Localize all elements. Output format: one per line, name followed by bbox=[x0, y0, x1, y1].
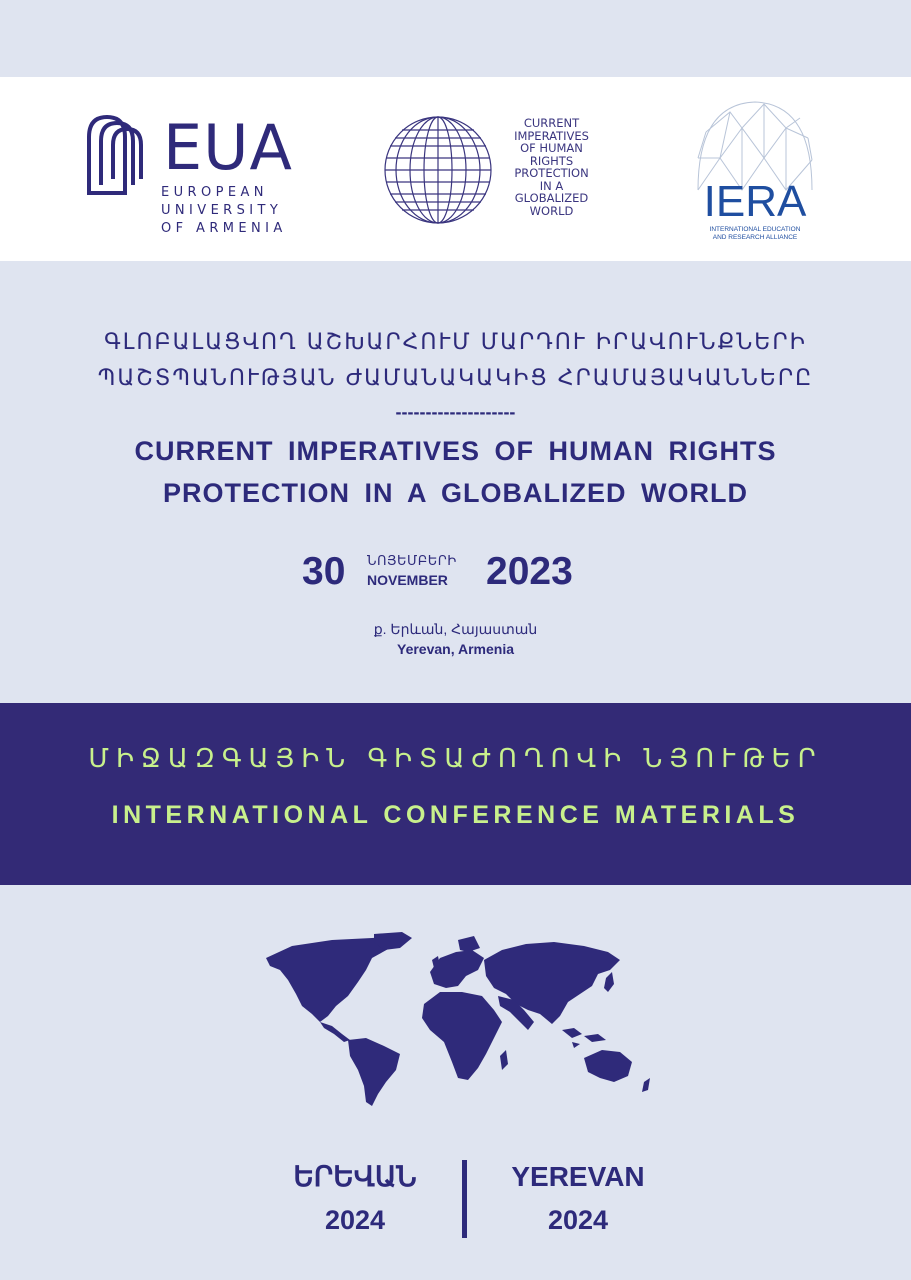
footer-city-english: YEREVAN bbox=[511, 1161, 645, 1192]
date-month-english: NOVEMBER bbox=[367, 572, 448, 588]
conference-logo-line: CURRENT bbox=[523, 116, 580, 130]
eua-name-line1: EUROPEAN bbox=[161, 185, 268, 200]
world-map-icon bbox=[262, 930, 662, 1110]
iera-logo bbox=[690, 98, 820, 248]
wireframe-globe-icon bbox=[382, 112, 494, 228]
date-year: 2023 bbox=[486, 550, 573, 593]
title-armenian-line2: ՊԱՇՏՊԱՆՈՒԹՅԱՆ ԺԱՄԱՆԱԿԱԿԻՑ ՀՐԱՄԱՅԱԿԱՆՆԵՐԸ bbox=[97, 366, 814, 391]
iera-name-line2: AND RESEARCH ALLIANCE bbox=[712, 234, 798, 241]
iera-abbr: IERA bbox=[703, 177, 807, 226]
conference-date bbox=[0, 548, 911, 598]
iera-name bbox=[690, 226, 820, 242]
iera-name-line1: INTERNATIONAL EDUCATION bbox=[709, 226, 801, 233]
location-english: Yerevan, Armenia bbox=[397, 641, 514, 657]
conference-logo bbox=[382, 108, 612, 228]
conference-logo-line: GLOBALIZED bbox=[514, 191, 589, 205]
date-month-armenian: ՆՈՅԵՄԲԵՐԻ bbox=[367, 554, 457, 569]
location-armenian: ք. Երևան, Հայաստան bbox=[373, 621, 538, 637]
conference-logo-line: PROTECTION bbox=[514, 166, 589, 180]
conference-logo-text bbox=[494, 117, 609, 217]
eua-arch-icon bbox=[85, 113, 157, 197]
title-separator: -------------------- bbox=[395, 402, 516, 422]
eua-logo bbox=[85, 113, 315, 238]
eua-abbr: EUA bbox=[163, 111, 293, 184]
conference-logo-line: OF HUMAN bbox=[520, 141, 583, 155]
conference-logo-line: IN A bbox=[539, 178, 564, 193]
date-day: 30 bbox=[302, 550, 346, 593]
banner-english: INTERNATIONAL CONFERENCE MATERIALS bbox=[111, 801, 800, 829]
footer-year-english: 2024 bbox=[547, 1205, 609, 1235]
title-english-line1: CURRENT IMPERATIVES OF HUMAN RIGHTS bbox=[134, 436, 777, 466]
banner-armenian: ՄԻՋԱԶԳԱՅԻՆ ԳԻՏԱԺՈՂՈՎԻ ՆՅՈՒԹԵՐ bbox=[88, 744, 823, 774]
footer-divider bbox=[462, 1160, 467, 1238]
title-english-line2: PROTECTION IN A GLOBALIZED WORLD bbox=[163, 478, 748, 508]
eua-name-line3: OF ARMENIA bbox=[161, 221, 287, 236]
conference-logo-line: IMPERATIVES bbox=[514, 128, 589, 143]
title-armenian-line1: ԳԼՈԲԱԼԱՑՎՈՂ ԱՇԽԱՐՀՈՒՄ ՄԱՐԴՈՒ ԻՐԱՎՈՒՆՔՆԵՐԻ bbox=[104, 330, 807, 355]
footer-year-armenian: 2024 bbox=[324, 1205, 386, 1235]
eua-name-line2: UNIVERSITY bbox=[161, 203, 283, 218]
conference-logo-line: RIGHTS bbox=[529, 153, 574, 168]
conference-logo-line: WORLD bbox=[529, 203, 574, 218]
footer-city-armenian: ԵՐԵՎԱՆ bbox=[293, 1161, 417, 1192]
materials-banner bbox=[0, 703, 911, 885]
